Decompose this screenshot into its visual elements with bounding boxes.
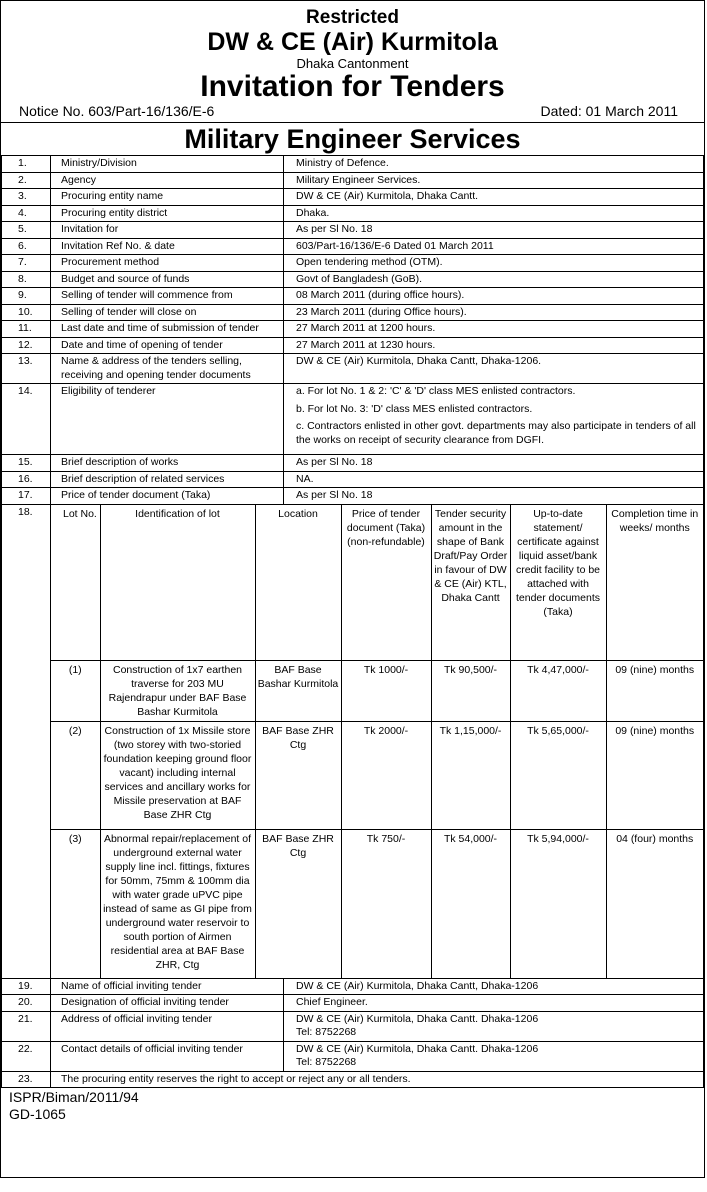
lot-security: Tk 1,15,000/- <box>431 722 510 830</box>
lot-location: BAF Base ZHR Ctg <box>255 830 341 978</box>
table-row <box>2 488 704 505</box>
row-value: Ministry of Defence. <box>284 156 704 173</box>
row-label: Eligibility of tenderer <box>51 384 284 455</box>
row-label: Designation of official inviting tender <box>51 995 284 1012</box>
table-row <box>2 304 704 321</box>
row-number: 3. <box>2 189 51 206</box>
table-row <box>2 156 704 173</box>
notice-footer <box>1 1088 704 1123</box>
row-label: Agency <box>51 172 284 189</box>
lot-location: BAF Base ZHR Ctg <box>255 722 341 830</box>
table-row <box>2 978 704 995</box>
classification-label: Restricted <box>306 7 399 28</box>
row-value: DW & CE (Air) Kurmitola, Dhaka Cantt, Dhaka-1206 <box>284 978 704 995</box>
row-value-address: DW & CE (Air) Kurmitola, Dhaka Cantt. Dhaka-1206 <box>296 1012 539 1025</box>
table-row <box>2 205 704 222</box>
table-row <box>2 471 704 488</box>
eligibility-c: c. Contractors enlisted in other govt. departments may also participate in tenders of all the works on receipt of security clearance from DGFI. <box>296 420 696 446</box>
row-number: 20. <box>2 995 51 1012</box>
reservation-statement: The procuring entity reserves the right to accept or reject any or all tenders. <box>51 1071 704 1088</box>
table-row <box>2 354 704 384</box>
table-row <box>2 337 704 354</box>
table-row <box>2 189 704 206</box>
gd-reference: GD-1065 <box>9 1106 66 1122</box>
notice-meta <box>19 103 686 122</box>
row-value: Govt of Bangladesh (GoB). <box>284 271 704 288</box>
lot-price: Tk 2000/- <box>341 722 431 830</box>
row-value: Dhaka. <box>284 205 704 222</box>
page-title: Invitation for Tenders <box>200 70 505 103</box>
eligibility-a: a. For lot No. 1 & 2: 'C' & 'D' class MES enlisted contractors. <box>296 385 576 397</box>
tender-table <box>1 155 704 1088</box>
row-value: 27 March 2011 at 1230 hours. <box>284 337 704 354</box>
table-row <box>2 222 704 239</box>
row-number: 12. <box>2 337 51 354</box>
row-number: 17. <box>2 488 51 505</box>
lot-statement: Tk 5,65,000/- <box>510 722 606 830</box>
row-label: Selling of tender will commence from <box>51 288 284 305</box>
table-row <box>2 1041 704 1071</box>
lot-completion: 09 (nine) months <box>606 661 703 722</box>
row-number: 16. <box>2 471 51 488</box>
lot-security: Tk 90,500/- <box>431 661 510 722</box>
row-number: 7. <box>2 255 51 272</box>
row-label: Name of official inviting tender <box>51 978 284 995</box>
row-number: 13. <box>2 354 51 384</box>
row-label: Last date and time of submission of tender <box>51 321 284 338</box>
row-value: As per Sl No. 18 <box>284 488 704 505</box>
row-value: 603/Part-16/136/E-6 Dated 01 March 2011 <box>284 238 704 255</box>
row-value-address: DW & CE (Air) Kurmitola, Dhaka Cantt. Dhaka-1206 <box>296 1042 539 1055</box>
eligibility-value <box>284 384 704 455</box>
row-label: Price of tender document (Taka) <box>51 488 284 505</box>
row-number: 6. <box>2 238 51 255</box>
lot-number: (2) <box>51 722 100 830</box>
row-number: 10. <box>2 304 51 321</box>
lot-completion: 09 (nine) months <box>606 722 703 830</box>
notice-header <box>1 7 704 103</box>
lot-price: Tk 750/- <box>341 830 431 978</box>
notice-number: Notice No. 603/Part-16/136/E-6 <box>19 103 215 119</box>
security-header: Tender security amount in the shape of Bank Draft/Pay Order in favour of DW & CE (Air) KTL, Dhaka Cantt <box>431 505 510 661</box>
row-number: 18. <box>2 504 51 978</box>
table-row <box>2 271 704 288</box>
lot-statement: Tk 5,94,000/- <box>510 830 606 978</box>
lot-identification: Construction of 1x7 earthen traverse for 203 MU Rajendrapur under BAF Base Bashar Kurmitola <box>100 661 255 722</box>
table-row <box>2 384 704 455</box>
notice-date: Dated: 01 March 2011 <box>540 103 678 119</box>
row-label: Brief description of related services <box>51 471 284 488</box>
row-label: Address of official inviting tender <box>51 1011 284 1041</box>
row-number: 11. <box>2 321 51 338</box>
row-number: 19. <box>2 978 51 995</box>
row-label: Ministry/Division <box>51 156 284 173</box>
row-value: Military Engineer Services. <box>284 172 704 189</box>
row-value: Chief Engineer. <box>284 995 704 1012</box>
row-number: 9. <box>2 288 51 305</box>
row-value: Open tendering method (OTM). <box>284 255 704 272</box>
statement-header: Up-to-date statement/ certificate against liquid asset/bank credit facility to be attached with tender documents (Taka) <box>510 505 606 661</box>
table-row <box>2 238 704 255</box>
row-label: Invitation for <box>51 222 284 239</box>
row-value: As per Sl No. 18 <box>284 222 704 239</box>
row-value: DW & CE (Air) Kurmitola, Dhaka Cantt, Dhaka-1206. <box>284 354 704 384</box>
table-row <box>2 172 704 189</box>
lot-row <box>51 661 703 722</box>
price-header: Price of tender document (Taka) (non-refundable) <box>341 505 431 661</box>
office-location: Dhaka Cantonment <box>296 56 409 71</box>
row-label: Contact details of official inviting tender <box>51 1041 284 1071</box>
lot-price: Tk 1000/- <box>341 661 431 722</box>
lot-number: (3) <box>51 830 100 978</box>
lots-cell <box>51 504 704 978</box>
row-number: 23. <box>2 1071 51 1088</box>
office-name: DW & CE (Air) Kurmitola <box>207 28 498 56</box>
lot-identification: Construction of 1x Missile store (two storey with two-storied foundation keeping ground floor vacant) including internal services and ancillary works for Missile preservation at BAF Base ZHR Ctg <box>100 722 255 830</box>
row-label: Selling of tender will close on <box>51 304 284 321</box>
table-row <box>2 255 704 272</box>
lot-completion: 04 (four) months <box>606 830 703 978</box>
lot-location: BAF Base Bashar Kurmitola <box>255 661 341 722</box>
row-label: Budget and source of funds <box>51 271 284 288</box>
row-number: 14. <box>2 384 51 455</box>
row-number: 8. <box>2 271 51 288</box>
eligibility-b: b. For lot No. 3: 'D' class MES enlisted contractors. <box>296 402 533 415</box>
lots-header-row <box>51 505 703 661</box>
row-value-phone: Tel: 8752268 <box>296 1056 357 1068</box>
service-title: Military Engineer Services <box>1 122 704 155</box>
row-value <box>284 1011 704 1041</box>
completion-header: Completion time in weeks/ months <box>606 505 703 661</box>
lot-security: Tk 54,000/- <box>431 830 510 978</box>
table-row <box>2 321 704 338</box>
row-number: 22. <box>2 1041 51 1071</box>
table-row <box>2 288 704 305</box>
lots-row <box>2 504 704 978</box>
row-value: As per Sl No. 18 <box>284 455 704 472</box>
table-row <box>2 1071 704 1088</box>
row-label: Brief description of works <box>51 455 284 472</box>
row-label: Procuring entity name <box>51 189 284 206</box>
row-number: 21. <box>2 1011 51 1041</box>
table-row <box>2 455 704 472</box>
ispr-reference: ISPR/Biman/2011/94 <box>9 1089 139 1105</box>
row-label: Procurement method <box>51 255 284 272</box>
lot-row <box>51 722 703 830</box>
row-number: 1. <box>2 156 51 173</box>
row-value: NA. <box>284 471 704 488</box>
row-number: 4. <box>2 205 51 222</box>
row-value: 27 March 2011 at 1200 hours. <box>284 321 704 338</box>
row-label: Procuring entity district <box>51 205 284 222</box>
row-label: Date and time of opening of tender <box>51 337 284 354</box>
row-value <box>284 1041 704 1071</box>
row-number: 2. <box>2 172 51 189</box>
row-number: 5. <box>2 222 51 239</box>
table-row <box>2 1011 704 1041</box>
lot-statement: Tk 4,47,000/- <box>510 661 606 722</box>
row-number: 15. <box>2 455 51 472</box>
table-row <box>2 995 704 1012</box>
identification-header: Identification of lot <box>100 505 255 661</box>
lot-no-header: Lot No. <box>63 507 97 520</box>
lot-number: (1) <box>51 661 100 722</box>
row-label: Invitation Ref No. & date <box>51 238 284 255</box>
lot-row <box>51 830 703 978</box>
row-value-phone: Tel: 8752268 <box>296 1026 357 1038</box>
location-header: Location <box>255 505 341 661</box>
row-value: 23 March 2011 (during Office hours). <box>284 304 704 321</box>
lots-table <box>51 505 703 978</box>
row-label: Name & address of the tenders selling, receiving and opening tender documents <box>51 354 284 384</box>
row-value: DW & CE (Air) Kurmitola, Dhaka Cantt. <box>284 189 704 206</box>
lot-identification: Abnormal repair/replacement of underground external water supply line incl. fittings, fixtures for 50mm, 75mm & 100mm dia with water grade uPVC pipe instead of same as GI pipe from underground water reservoir to south portion of Airmen residential area at BAF Base ZHR, Ctg <box>100 830 255 978</box>
row-value: 08 March 2011 (during office hours). <box>284 288 704 305</box>
